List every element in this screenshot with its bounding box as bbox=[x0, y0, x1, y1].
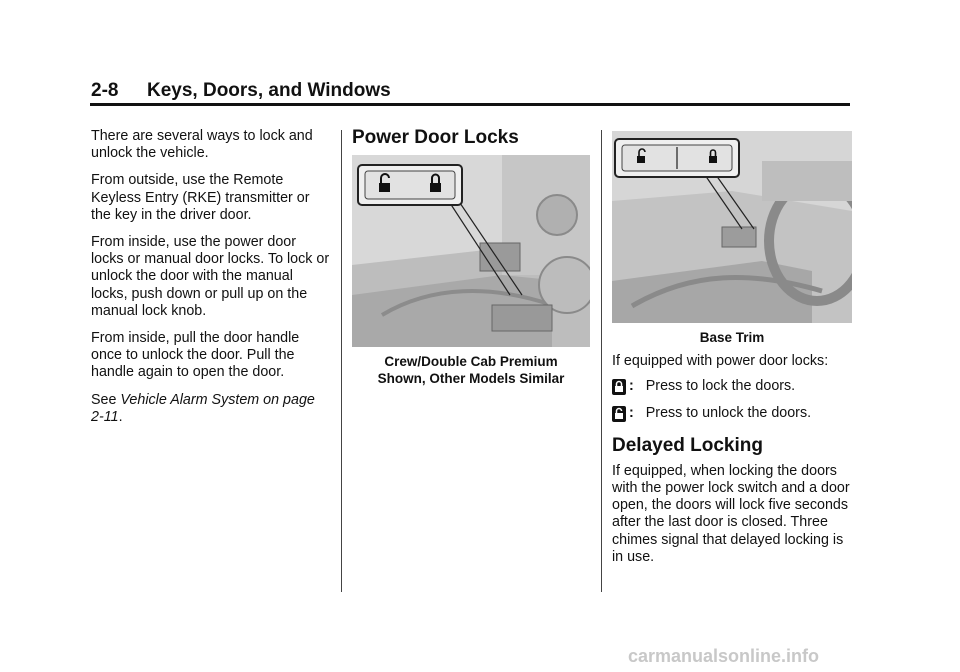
paragraph-see-also bbox=[91, 392, 331, 426]
see-suffix: . bbox=[118, 408, 123, 425]
base-trim-door-panel-figure bbox=[612, 131, 852, 323]
power-locks-intro: If equipped with power door locks: bbox=[612, 353, 829, 369]
delayed-locking-paragraph: If equipped, when locking the doors with the power lock switch and a door open, the doors will lock five seconds after the last door is closed. Three chimes signal that delayed locking is in use. bbox=[612, 462, 850, 565]
lock-open-icon bbox=[612, 406, 626, 422]
paragraph-outside: From outside, use the Remote Keyless Entry (RKE) transmitter or the key in the driver door. bbox=[91, 172, 310, 223]
header-rule bbox=[90, 103, 850, 106]
page-number: 2-8 bbox=[91, 80, 119, 101]
column-divider-right bbox=[601, 130, 602, 592]
column-3 bbox=[612, 128, 852, 576]
section-heading-delayed-locking: Delayed Locking bbox=[612, 434, 763, 456]
unlock-colon: : bbox=[629, 405, 634, 422]
cross-reference-link[interactable]: Vehicle Alarm System on page 2-11 bbox=[91, 391, 315, 425]
section-title: Keys, Doors, and Windows bbox=[147, 80, 391, 101]
lock-instruction bbox=[612, 378, 852, 395]
lock-closed-icon bbox=[612, 379, 626, 395]
figure-caption-base-trim: Base Trim bbox=[699, 330, 765, 345]
paragraph-inside-handle: From inside, pull the door handle once to unlock the door. Pull the handle again to open the door. bbox=[91, 330, 300, 381]
caption-line-2: Shown, Other Models Similar bbox=[377, 371, 565, 387]
section-heading-power-door-locks: Power Door Locks bbox=[352, 127, 519, 148]
paragraph-inside-locks: From inside, use the power door locks or manual door locks. To lock or unlock the door with the manual locks, push down or pull up on the manual lock knob. bbox=[91, 234, 330, 319]
lock-colon: : bbox=[629, 378, 634, 395]
watermark: carmanualsonline.info bbox=[628, 646, 820, 666]
column-divider-left bbox=[341, 130, 342, 592]
unlock-instruction bbox=[612, 405, 852, 422]
unlock-text: Press to unlock the doors. bbox=[645, 405, 812, 422]
crew-cab-door-panel-figure bbox=[352, 155, 590, 347]
page-header bbox=[91, 80, 391, 102]
see-prefix: See bbox=[91, 391, 121, 408]
column-2 bbox=[352, 128, 590, 387]
paragraph-intro: There are several ways to lock and unlock the vehicle. bbox=[91, 128, 313, 162]
lock-text: Press to lock the doors. bbox=[645, 378, 796, 395]
figure-caption-premium bbox=[352, 353, 590, 387]
column-1 bbox=[91, 128, 331, 436]
caption-line-1: Crew/Double Cab Premium bbox=[384, 354, 558, 370]
